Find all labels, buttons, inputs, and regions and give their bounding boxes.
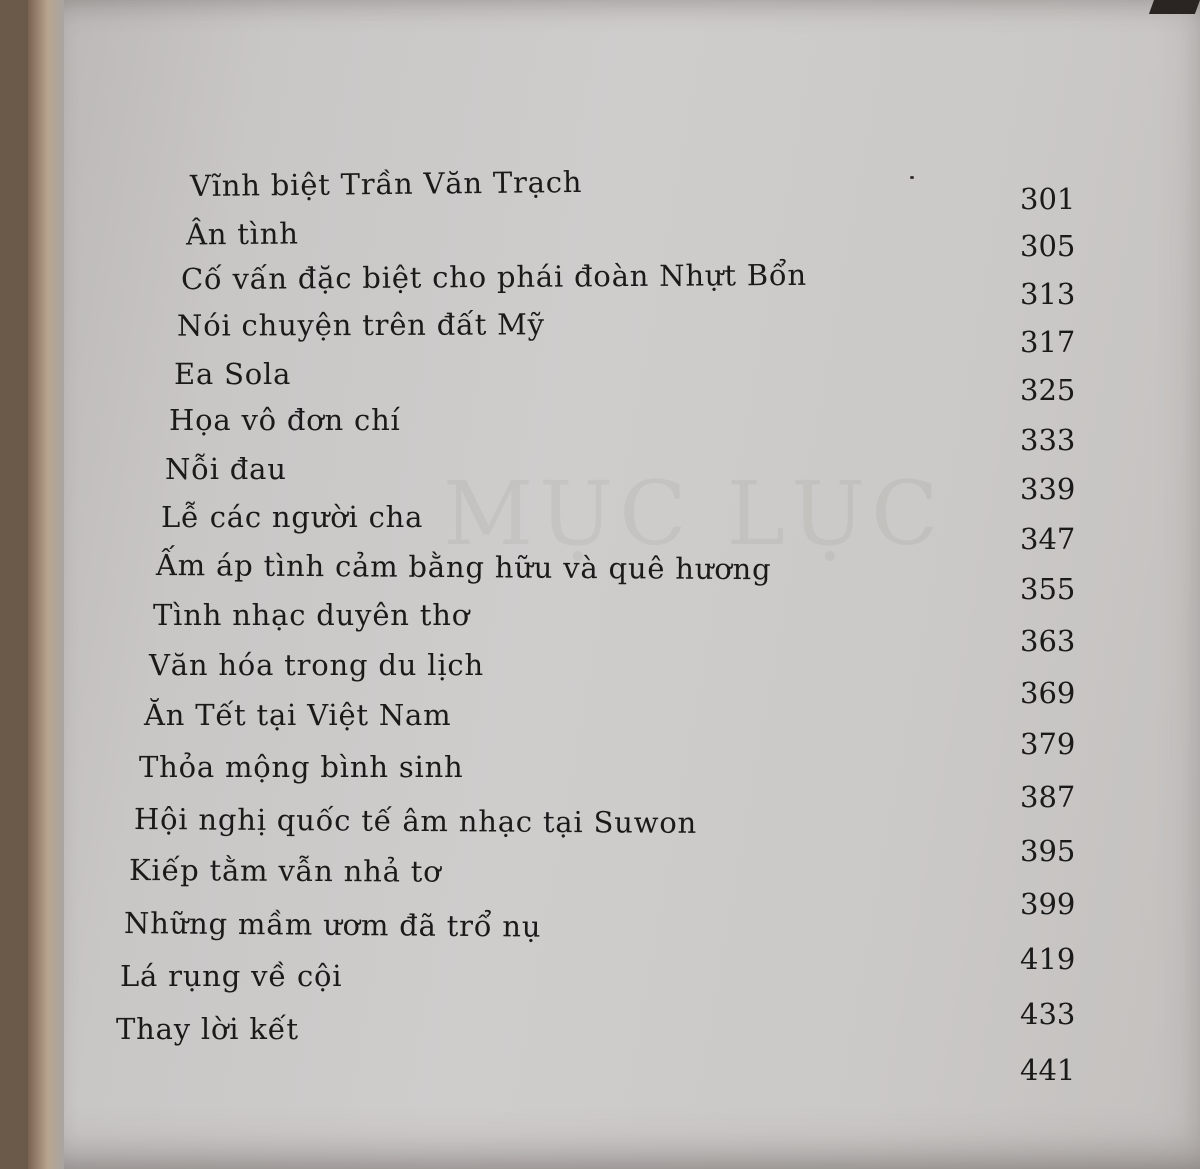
toc-entry-title: Những mầm ươm đã trổ nụ	[123, 906, 542, 944]
toc-page-number: 333	[1020, 423, 1076, 457]
toc-entry-title: Cố vấn đặc biệt cho phái đoàn Nhựt Bổn	[180, 257, 808, 297]
paper-speck	[910, 176, 914, 179]
toc-entry-title: Ấm áp tình cảm bằng hữu và quê hương	[155, 548, 772, 587]
toc-page-number: 347	[1020, 522, 1076, 556]
toc-page-number: 419	[1020, 942, 1076, 976]
toc-page-number: 369	[1020, 676, 1076, 710]
toc-page-number: 313	[1020, 277, 1076, 311]
page-corner-shadow	[1149, 0, 1200, 14]
toc-entry-title: Lễ các người cha	[161, 500, 424, 534]
toc-entry-title: Vĩnh biệt Trần Văn Trạch	[189, 164, 583, 204]
toc-page-number: 339	[1020, 472, 1076, 506]
toc-page-number: 387	[1020, 780, 1076, 814]
toc-page-number: 395	[1020, 834, 1076, 868]
toc-page-number: 301	[1020, 182, 1076, 216]
toc-entry-title: Lá rụng về cội	[120, 959, 343, 993]
toc-entry-title: Thay lời kết	[116, 1012, 299, 1046]
toc-entry-title: Nỗi đau	[165, 452, 287, 486]
show-through-heading: MỤC LỤC	[443, 462, 945, 565]
toc-entry-title: Hội nghị quốc tế âm nhạc tại Suwon	[133, 802, 698, 840]
toc-entry-title: Nói chuyện trên đất Mỹ	[176, 307, 545, 343]
toc-entry-title: Thỏa mộng bình sinh	[139, 750, 464, 784]
toc-page-number: 355	[1020, 572, 1076, 606]
toc-entry-title: Ăn Tết tại Việt Nam	[144, 698, 452, 732]
toc-page-number: 317	[1020, 325, 1076, 359]
toc-page-number: 441	[1020, 1053, 1076, 1087]
toc-entry-title: Kiếp tằm vẫn nhả tơ	[128, 853, 442, 889]
toc-entry-title: Ân tình	[185, 216, 299, 252]
toc-page-number: 379	[1020, 727, 1076, 761]
toc-page-number: 325	[1020, 373, 1076, 407]
toc-entry-title: Tình nhạc duyên thơ	[153, 598, 470, 632]
toc-page-number: 305	[1020, 229, 1076, 263]
toc-entry-title: Họa vô đơn chí	[169, 403, 401, 437]
book-spine	[28, 0, 64, 1169]
toc-page-number: 433	[1020, 997, 1076, 1031]
toc-page-number: 399	[1020, 887, 1076, 921]
toc-entry-title: Ea Sola	[174, 357, 292, 391]
toc-entry-title: Văn hóa trong du lịch	[149, 648, 484, 682]
toc-page-number: 363	[1020, 624, 1076, 658]
